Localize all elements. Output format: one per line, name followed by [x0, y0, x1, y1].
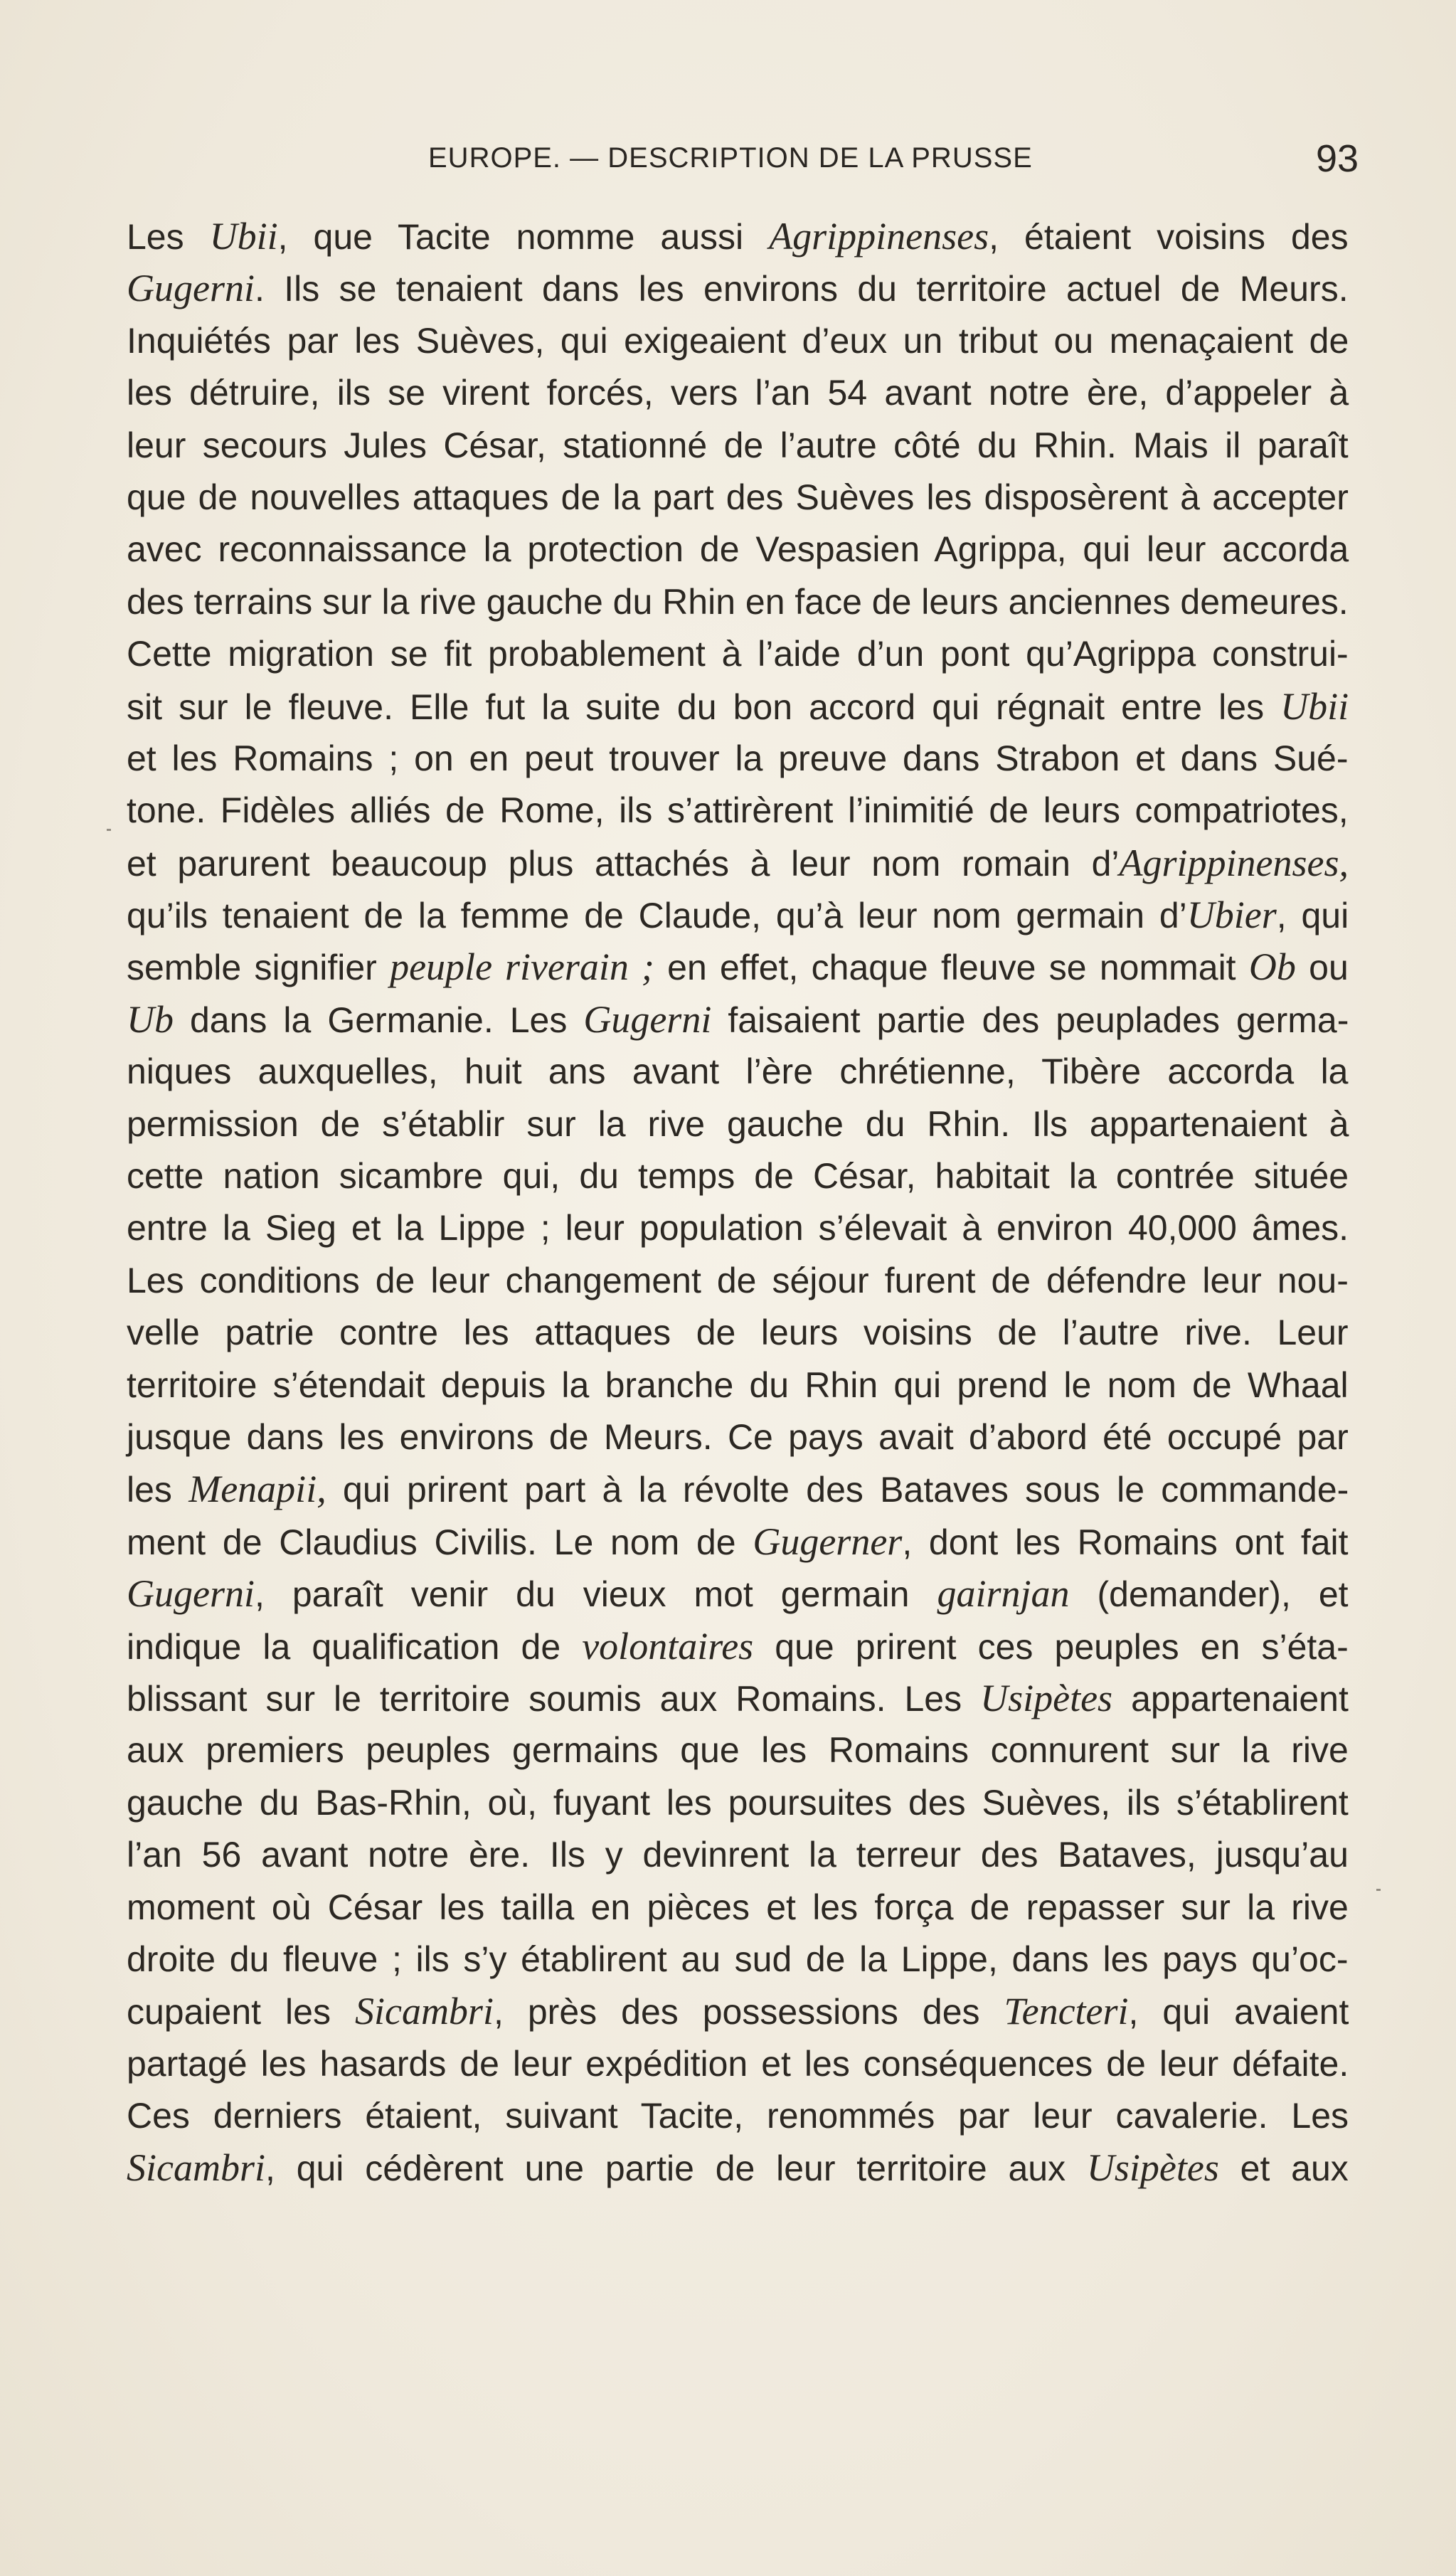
- text-line: [127, 941, 1349, 993]
- text-run: partagé les hasards de leur expédition et les conséquences de leur défaite.: [127, 2043, 1349, 2084]
- text-run: , qui cédèrent une partie de leur territoire aux: [265, 2148, 1087, 2189]
- text-run: sit sur le fleuve. Elle fut la suite du bon accord qui régnait entre les: [127, 687, 1281, 727]
- text-line: [127, 994, 1349, 1046]
- text-line: [127, 1673, 1349, 1724]
- body-text: [127, 211, 1349, 2195]
- italic-term: Tencteri: [1004, 1990, 1129, 2033]
- text-line: [127, 837, 1349, 889]
- text-run: jusque dans les environs de Meurs. Ce pays avait d’abord été occupé par: [127, 1416, 1349, 1457]
- italic-term: Gugerni: [127, 1572, 255, 1616]
- italic-term: Ubier: [1186, 894, 1277, 937]
- text-line: [127, 1516, 1349, 1568]
- text-run: , qui avaient: [1128, 1992, 1349, 2032]
- italic-term: Usipètes: [980, 1676, 1113, 1719]
- text-run: les: [127, 1470, 189, 1510]
- text-run: indique la qualification de: [127, 1626, 583, 1667]
- text-line: [127, 420, 1349, 472]
- text-run: que de nouvelles attaques de la part des Suèves les disposèrent à accepter: [127, 477, 1349, 517]
- italic-term: Gugerni: [583, 997, 712, 1041]
- italic-term: Agrippinenses: [769, 215, 989, 258]
- text-run: Ces derniers étaient, suivant Tacite, renommés par leur cavalerie. Les: [127, 2096, 1349, 2136]
- italic-term: Gugerni: [127, 267, 255, 310]
- text-run: droite du fleuve ; ils s’y établirent au sud de la Lippe, dans les pays qu’oc-: [127, 1939, 1349, 1979]
- text-line: [127, 576, 1349, 628]
- text-run: en effet, chaque fleuve se nommait: [654, 948, 1249, 988]
- italic-term: Ob: [1248, 945, 1296, 989]
- text-run: , étaient voisins des: [989, 217, 1349, 257]
- text-line: [127, 315, 1349, 367]
- text-run: Inquiétés par les Suèves, qui exigeaient d’eux un tribut ou menaçaient de: [127, 320, 1349, 361]
- text-run: l’an 56 avant notre ère. Ils y devinrent la terreur des Bataves, jusqu’au: [127, 1835, 1349, 1875]
- text-line: [127, 1463, 1349, 1515]
- italic-term: Sicambri: [354, 1990, 494, 2033]
- text-run: tone. Fidèles alliés de Rome, ils s’attirèrent l’inimitié de leurs compatriotes,: [127, 790, 1349, 831]
- text-run: des terrains sur la rive gauche du Rhin en face de leurs anciennes demeures.: [127, 581, 1349, 622]
- text-run: , paraît venir du vieux mot germain: [254, 1574, 937, 1615]
- text-run: permission de s’établir sur la rive gauche du Rhin. Ils appartenaient à: [127, 1103, 1349, 1144]
- text-line: [127, 1411, 1349, 1463]
- text-line: [127, 1150, 1349, 1202]
- text-line: [127, 1098, 1349, 1150]
- text-run: aux premiers peuples germains que les Romains connurent sur la rive: [127, 1730, 1349, 1771]
- text-line: [127, 1255, 1349, 1307]
- text-run: dans la Germanie. Les: [174, 1000, 584, 1040]
- text-line: [127, 889, 1349, 941]
- text-run: , dont les Romains ont fait: [902, 1522, 1349, 1562]
- text-line: [127, 1934, 1349, 1986]
- text-run: que prirent ces peuples en s’éta-: [753, 1626, 1349, 1667]
- text-run: et les Romains ; on en peut trouver la preuve dans Strabon et dans Sué-: [127, 738, 1349, 778]
- text-line: [127, 2090, 1349, 2142]
- text-line: [127, 472, 1349, 524]
- text-line: [127, 1882, 1349, 1934]
- text-run: avec reconnaissance la protection de Vespasien Agrippa, qui leur accorda: [127, 529, 1349, 570]
- text-run: Cette migration se fit probablement à l’aide d’un pont qu’Agrippa construi-: [127, 634, 1349, 674]
- italic-term: Usipètes: [1086, 2146, 1219, 2190]
- text-run: et parurent beaucoup plus attachés à leur nom romain d’: [127, 843, 1120, 884]
- text-run: Les conditions de leur changement de séjour furent de défendre leur nou-: [127, 1260, 1349, 1300]
- text-line: [127, 733, 1349, 785]
- text-line: [127, 1724, 1349, 1776]
- text-line: [127, 1202, 1349, 1254]
- margin-speck: [1376, 1889, 1381, 1891]
- italic-term: Sicambri: [127, 2146, 265, 2190]
- text-line: [127, 1046, 1349, 1098]
- text-line: [127, 1829, 1349, 1881]
- text-run: qui prirent part à la révolte des Bataves sous le commande-: [326, 1470, 1349, 1510]
- text-run: appartenaient: [1112, 1678, 1349, 1719]
- italic-term: Ub: [127, 997, 174, 1041]
- text-run: entre la Sieg et la Lippe ; leur population s’élevait à environ 40,000 âmes.: [127, 1208, 1349, 1249]
- text-line: [127, 524, 1349, 576]
- text-run: semble signifier: [127, 948, 390, 988]
- text-line: [127, 681, 1349, 733]
- text-run: , que Tacite nomme aussi: [277, 217, 770, 257]
- margin-speck: [107, 829, 111, 831]
- italic-term: peuple riverain ;: [390, 945, 654, 989]
- text-run: leur secours Jules César, stationné de l’autre côté du Rhin. Mais il paraît: [127, 425, 1349, 465]
- italic-term: Agrippinenses,: [1119, 841, 1349, 884]
- text-line: [127, 628, 1349, 680]
- text-run: , qui: [1276, 896, 1349, 936]
- text-run: niques auxquelles, huit ans avant l’ère chrétienne, Tibère accorda la: [127, 1051, 1349, 1092]
- text-line: [127, 1307, 1349, 1359]
- text-line: [127, 1777, 1349, 1829]
- running-head: EUROPE. — DESCRIPTION DE LA PRUSSE: [428, 142, 1033, 174]
- text-run: gauche du Bas-Rhin, où, fuyant les poursuites des Suèves, ils s’établirent: [127, 1782, 1349, 1823]
- text-run: ment de Claudius Civilis. Le nom de: [127, 1522, 753, 1562]
- text-run: les détruire, ils se virent forcés, vers l’an 54 avant notre ère, d’appeler à: [127, 373, 1349, 413]
- text-run: , près des possessions des: [493, 1992, 1004, 2032]
- italic-term: Gugerner: [753, 1520, 903, 1563]
- text-line: [127, 1621, 1349, 1673]
- italic-term: gairnjan: [937, 1572, 1070, 1616]
- text-line: [127, 263, 1349, 314]
- text-run: Les: [127, 217, 210, 257]
- italic-term: Ubii: [209, 215, 278, 258]
- text-run: ou: [1295, 948, 1349, 988]
- italic-term: volontaires: [582, 1624, 754, 1668]
- text-run: . Ils se tenaient dans les environs du territoire actuel de Meurs.: [254, 269, 1349, 309]
- text-line: [127, 1986, 1349, 2037]
- text-line: [127, 2038, 1349, 2090]
- text-run: (demander), et: [1069, 1574, 1349, 1615]
- text-line: [127, 785, 1349, 837]
- text-run: moment où César les tailla en pièces et les força de repasser sur la rive: [127, 1887, 1349, 1927]
- italic-term: Ubii: [1280, 684, 1349, 728]
- text-run: faisaient partie des peuplades germa-: [711, 1000, 1349, 1040]
- text-line: [127, 211, 1349, 263]
- text-run: blissant sur le territoire soumis aux Romains. Les: [127, 1678, 981, 1719]
- text-line: [127, 1568, 1349, 1620]
- text-run: cette nation sicambre qui, du temps de César, habitait la contrée située: [127, 1156, 1349, 1197]
- text-line: [127, 2142, 1349, 2194]
- text-run: et aux: [1218, 2148, 1349, 2189]
- text-run: cupaient les: [127, 1992, 355, 2032]
- text-run: territoire s’étendait depuis la branche du Rhin qui prend le nom de Whaal: [127, 1364, 1349, 1405]
- page-number: 93: [1316, 137, 1359, 180]
- text-line: [127, 1359, 1349, 1411]
- text-run: qu’ils tenaient de la femme de Claude, qu’à leur nom germain d’: [127, 896, 1187, 936]
- italic-term: Menapii,: [188, 1468, 326, 1511]
- text-run: velle patrie contre les attaques de leurs voisins de l’autre rive. Leur: [127, 1313, 1349, 1353]
- text-line: [127, 367, 1349, 419]
